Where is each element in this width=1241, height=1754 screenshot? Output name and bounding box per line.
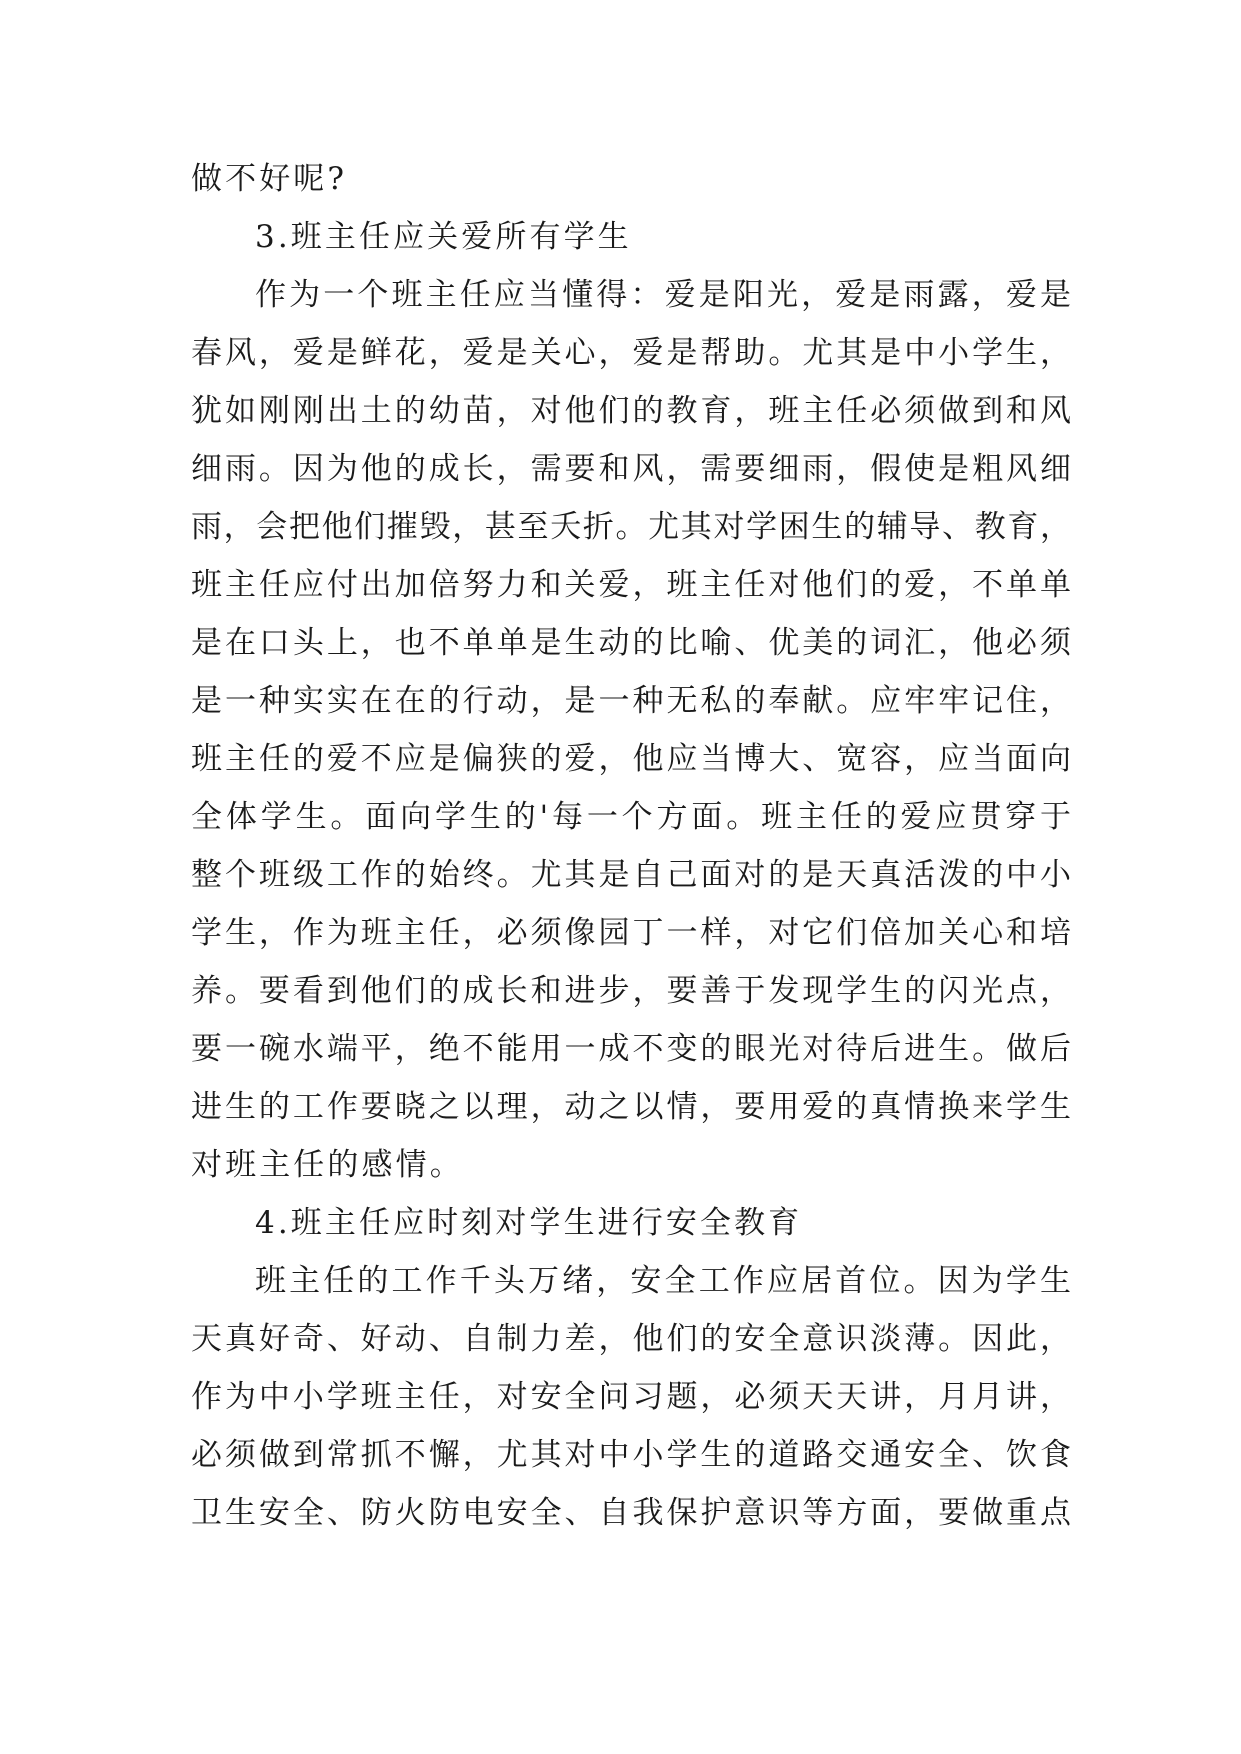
paragraph-line: 班主任应付出加倍努力和关爱，班主任对他们的爱，不单单 <box>191 567 1071 603</box>
paragraph-line: 学生，作为班主任，必须像园丁一样，对它们倍加关心和培 <box>191 915 1071 951</box>
section-heading-3: 3.班主任应关爱所有学生 <box>255 219 632 255</box>
paragraph-line: 班主任的爱不应是偏狭的爱，他应当博大、宽容，应当面向 <box>191 741 1071 777</box>
paragraph-line: 班主任的工作千头万绪，安全工作应居首位。因为学生 <box>255 1263 1071 1299</box>
paragraph-line: 雨，会把他们摧毁，甚至夭折。尤其对学困生的辅导、教育， <box>191 509 1071 545</box>
paragraph-line: 对班主任的感情。 <box>191 1147 464 1183</box>
paragraph-line: 作为中小学班主任，对安全问习题，必须天天讲，月月讲， <box>191 1379 1071 1415</box>
paragraph-line: 天真好奇、好动、自制力差，他们的安全意识淡薄。因此， <box>191 1321 1071 1357</box>
paragraph-line: 要一碗水端平，绝不能用一成不变的眼光对待后进生。做后 <box>191 1031 1071 1067</box>
paragraph-line: 必须做到常抓不懈，尤其对中小学生的道路交通安全、饮食 <box>191 1437 1071 1473</box>
paragraph-line: 作为一个班主任应当懂得：爱是阳光，爱是雨露，爱是 <box>255 277 1071 313</box>
paragraph-line: 是一种实实在在的行动，是一种无私的奉献。应牢牢记住， <box>191 683 1071 719</box>
paragraph-line: 卫生安全、防火防电安全、自我保护意识等方面，要做重点 <box>191 1495 1071 1531</box>
text-line: 做不好呢? <box>191 161 348 197</box>
section-heading-4: 4.班主任应时刻对学生进行安全教育 <box>255 1205 803 1241</box>
paragraph-line: 养。要看到他们的成长和进步，要善于发现学生的闪光点， <box>191 973 1071 1009</box>
paragraph-line: 进生的工作要晓之以理，动之以情，要用爱的真情换来学生 <box>191 1089 1071 1125</box>
paragraph-line: 细雨。因为他的成长，需要和风，需要细雨，假使是粗风细 <box>191 451 1071 487</box>
paragraph-line: 是在口头上，也不单单是生动的比喻、优美的词汇，他必须 <box>191 625 1071 661</box>
paragraph-line: 全体学生。面向学生的'每一个方面。班主任的爱应贯穿于 <box>191 799 1071 835</box>
paragraph-line: 整个班级工作的始终。尤其是自己面对的是天真活泼的中小 <box>191 857 1071 893</box>
paragraph-line: 犹如刚刚出土的幼苗，对他们的教育，班主任必须做到和风 <box>191 393 1071 429</box>
paragraph-line: 春风，爱是鲜花，爱是关心，爱是帮助。尤其是中小学生， <box>191 335 1071 371</box>
